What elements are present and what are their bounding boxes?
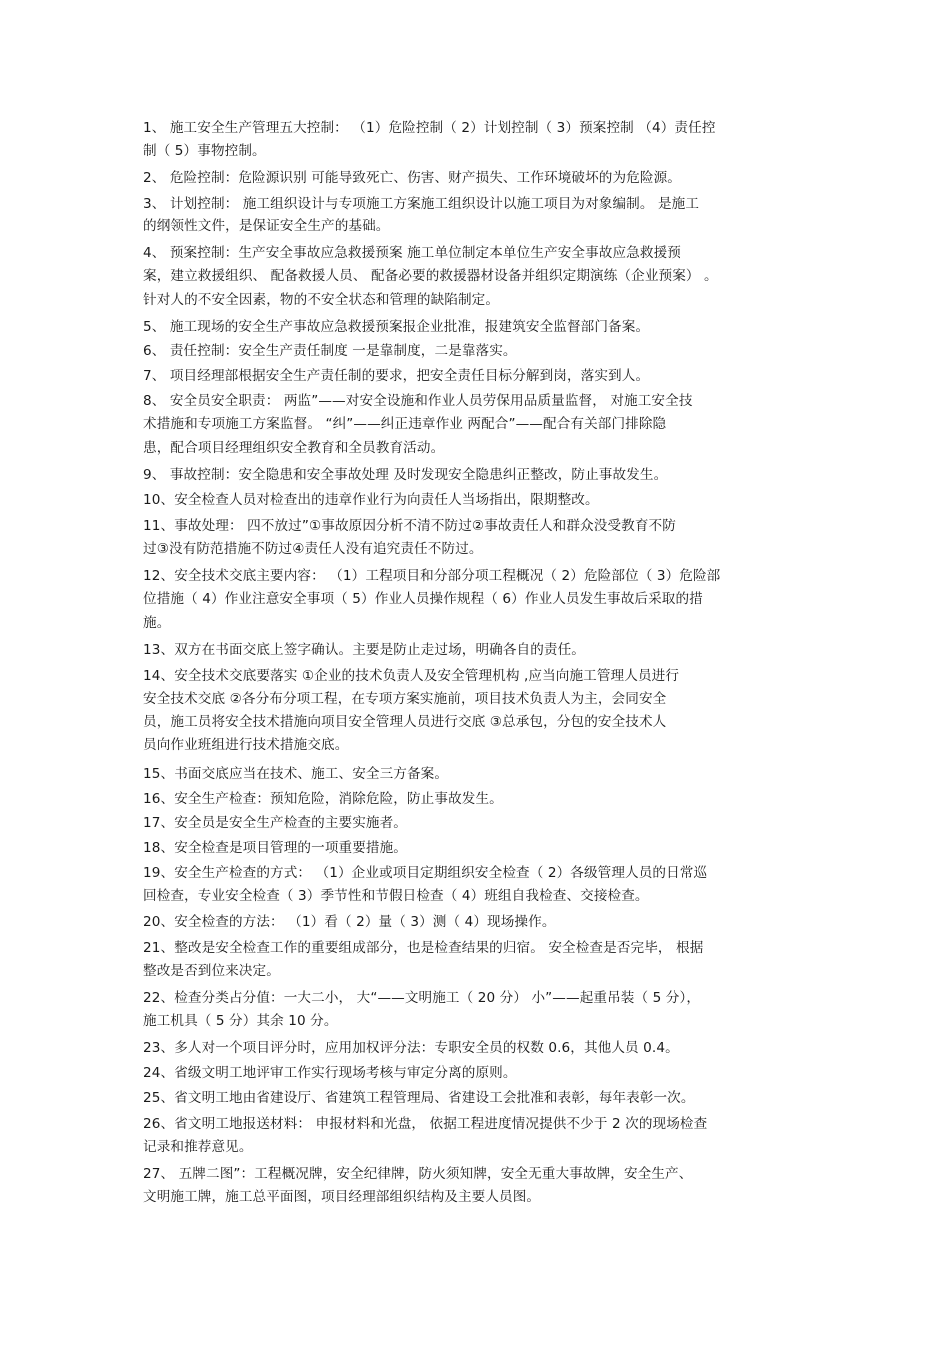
text-line: 14、安全技术交底要落实 ①企业的技术负责人及安全管理机构 ,应当向施工管理人员进行 xyxy=(143,668,680,684)
text-line: 26、省文明工地报送材料： 申报材料和光盘， 依据工程进度情况提供不少于 2 次的现场检查 xyxy=(143,1116,708,1132)
text-line: 施。 xyxy=(143,615,171,631)
text-line: 17、安全员是安全生产检查的主要实施者。 xyxy=(143,815,407,831)
text-line: 19、安全生产检查的方式： （1）企业或项目定期组织安全检查（ 2）各级管理人员的日常巡 xyxy=(143,865,708,881)
text-line: 整改是否到位来决定。 xyxy=(143,963,280,979)
text-line: 术措施和专项施工方案监督。 “纠”——纠正违章作业 两配合”——配合有关部门排除隐 xyxy=(143,416,667,432)
text-line: 9、 事故控制：安全隐患和安全事故处理 及时发现安全隐患纠正整改，防止事故发生。 xyxy=(143,467,668,483)
text-line: 13、双方在书面交底上签字确认。主要是防止走过场，明确各自的责任。 xyxy=(143,642,586,658)
text-line: 22、检查分类占分值：一大二小， 大“——文明施工（ 20 分） 小”——起重吊装（ 5 分）， xyxy=(143,990,701,1006)
text-line: 案，建立救援组织、 配备救援人员、 配备必要的救援器材设备并组织定期演练（企业预案） 。 xyxy=(143,268,718,284)
text-line: 11、事故处理： 四不放过”①事故原因分析不清不防过②事故责任人和群众没受教育不防 xyxy=(143,518,676,534)
text-line: 10、安全检查人员对检查出的违章作业行为向责任人当场指出，限期整改。 xyxy=(143,492,599,508)
text-line: 20、安全检查的方法： （1）看（ 2）量（ 3）测（ 4）现场操作。 xyxy=(143,914,556,930)
text-line: 回检查，专业安全检查（ 3）季节性和节假日检查（ 4）班组自我检查、交接检查。 xyxy=(143,888,649,904)
text-line: 记录和推荐意见。 xyxy=(143,1139,253,1155)
text-line: 安全技术交底 ②各分布分项工程，在专项方案实施前，项目技术负责人为主，会同安全 xyxy=(143,691,667,707)
text-line: 3、 计划控制： 施工组织设计与专项施工方案施工组织设计以施工项目为对象编制。 是施工 xyxy=(143,196,700,212)
text-line: 2、 危险控制：危险源识别 可能导致死亡、伤害、财产损失、工作环境破坏的为危险源。 xyxy=(143,170,681,186)
text-line: 15、书面交底应当在技术、施工、安全三方备案。 xyxy=(143,766,449,782)
text-line: 6、 责任控制：安全生产责任制度 一是靠制度，二是靠落实。 xyxy=(143,343,517,359)
text-line: 1、 施工安全生产管理五大控制： （1）危险控制（ 2）计划控制（ 3）预案控制 （4）责任控 xyxy=(143,120,716,136)
text-line: 4、 预案控制：生产安全事故应急救援预案 施工单位制定本单位生产安全事故应急救援预 xyxy=(143,245,681,261)
text-line: 8、 安全员安全职责： 两监”——对安全设施和作业人员劳保用品质量监督， 对施工安全技 xyxy=(143,393,693,409)
text-line: 施工机具（ 5 分）其余 10 分。 xyxy=(143,1013,338,1029)
text-line: 的纲领性文件，是保证安全生产的基础。 xyxy=(143,218,390,234)
text-line: 27、 五牌二图”：工程概况牌，安全纪律牌，防火须知牌，安全无重大事故牌，安全生产、 xyxy=(143,1166,693,1182)
text-line: 7、 项目经理部根据安全生产责任制的要求，把安全责任目标分解到岗，落实到人。 xyxy=(143,368,650,384)
text-line: 过③没有防范措施不防过④责任人没有追究责任不防过。 xyxy=(143,541,483,557)
text-line: 5、 施工现场的安全生产事故应急救援预案报企业批准，报建筑安全监督部门备案。 xyxy=(143,319,650,335)
text-line: 18、安全检查是项目管理的一项重要措施。 xyxy=(143,840,407,856)
text-line: 员向作业班组进行技术措施交底。 xyxy=(143,737,349,753)
text-line: 文明施工牌，施工总平面图，项目经理部组织结构及主要人员图。 xyxy=(143,1189,541,1205)
text-line: 针对人的不安全因素，物的不安全状态和管理的缺陷制定。 xyxy=(143,292,500,308)
text-line: 16、安全生产检查：预知危险，消除危险，防止事故发生。 xyxy=(143,791,503,807)
text-line: 制（ 5）事物控制。 xyxy=(143,143,266,159)
text-line: 23、多人对一个项目评分时，应用加权评分法：专职安全员的权数 0.6，其他人员 0.4。 xyxy=(143,1040,679,1056)
text-line: 员，施工员将安全技术措施向项目安全管理人员进行交底 ③总承包，分包的安全技术人 xyxy=(143,714,667,730)
text-line: 25、省文明工地由省建设厅、省建筑工程管理局、省建设工会批准和表彰，每年表彰一次。 xyxy=(143,1090,695,1106)
text-line: 21、整改是安全检查工作的重要组成部分，也是检查结果的归宿。 安全检查是否完毕， 根据 xyxy=(143,940,704,956)
text-line: 12、安全技术交底主要内容： （1）工程项目和分部分项工程概况（ 2）危险部位（ 3）危险部 xyxy=(143,568,721,584)
text-line: 位措施（ 4）作业注意安全事项（ 5）作业人员操作规程（ 6）作业人员发生事故后采取的措 xyxy=(143,591,703,607)
text-line: 患，配合项目经理组织安全教育和全员教育活动。 xyxy=(143,440,445,456)
text-line: 24、省级文明工地评审工作实行现场考核与审定分离的原则。 xyxy=(143,1065,517,1081)
